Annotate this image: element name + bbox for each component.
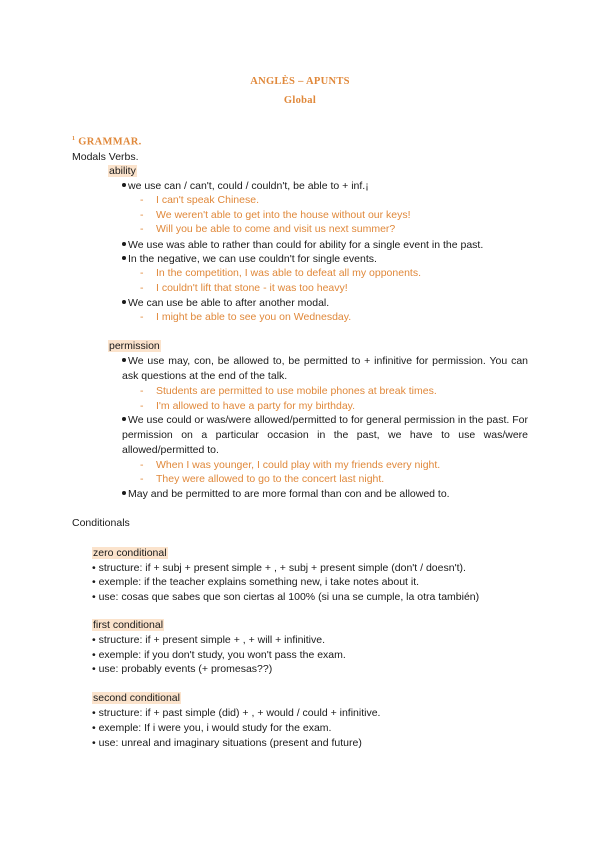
ability-example: - We weren't able to get into the house without our keys! <box>140 209 411 221</box>
permission-bullet-2: We use could or was/were allowed/permitted to for general permission in the past. For permission on a particular occasion in the past, we have to use was/were allowed/permitted to. <box>122 414 528 456</box>
ability-label: ability <box>109 165 136 177</box>
ability-bullet-1: we use can / can't, could / couldn't, be able to + inf.¡ <box>122 179 369 193</box>
page-subtitle: Global <box>283 95 317 106</box>
permission-example: - Students are permitted to use mobile phones at break times. <box>140 385 437 397</box>
conditionals-title: Conditionals <box>72 517 130 529</box>
permission-example: - They were allowed to go to the concert last night. <box>140 473 385 485</box>
ability-example: - Will you be able to come and visit us next summer? <box>140 223 396 235</box>
modals-title: Modals Verbs. <box>72 151 139 163</box>
ability-example: - I might be able to see you on Wednesday. <box>140 311 352 323</box>
second-conditional-line: • structure: if + past simple (did) + , + would / could + infinitive. <box>92 707 381 719</box>
permission-bullet-1: We use may, con, be allowed to, be permitted to + infinitive for permission. You can ask questions at the end of the talk. <box>122 355 528 382</box>
ability-bullet-2: We use was able to rather than could for ability for a single event in the past. <box>122 238 483 252</box>
permission-example: - When I was younger, I could play with my friends every night. <box>140 459 441 471</box>
ability-bullet-4: We can use be able to after another modal. <box>122 296 329 310</box>
zero-conditional-label: zero conditional <box>93 547 167 559</box>
page-title: ANGLÈS – APUNTS <box>250 76 350 87</box>
second-conditional-line: • exemple: If i were you, i would study for the exam. <box>92 722 332 734</box>
first-conditional-label: first conditional <box>93 619 164 631</box>
ability-example: - In the competition, I was able to defeat all my opponents. <box>140 267 421 279</box>
first-conditional-line: • structure: if + present simple + , + will + infinitive. <box>92 634 326 646</box>
first-conditional-line: • use: probably events (+ promesas??) <box>92 663 273 675</box>
ability-bullet-3: In the negative, we can use couldn't for single events. <box>122 252 377 266</box>
second-conditional-label: second conditional <box>93 692 180 704</box>
footnote-mark: 1 <box>72 136 76 142</box>
second-conditional-line: • use: unreal and imaginary situations (present and future) <box>92 737 362 749</box>
permission-label: permission <box>109 340 160 352</box>
grammar-heading-text: GRAMMAR. <box>78 136 142 148</box>
ability-example: - I couldn't lift that stone - it was too heavy! <box>140 282 348 294</box>
zero-conditional-line: • structure: if + subj + present simple + , + subj + present simple (don't / doesn't). <box>92 562 466 574</box>
first-conditional-line: • exemple: if you don't study, you won't pass the exam. <box>92 649 346 661</box>
permission-example: - I'm allowed to have a party for my birthday. <box>140 400 356 412</box>
permission-bullet-3: May and be permitted to are more formal than con and be allowed to. <box>122 487 450 501</box>
grammar-heading <box>72 132 142 150</box>
ability-example: - I can't speak Chinese. <box>140 194 259 206</box>
zero-conditional-line: • use: cosas que sabes que son ciertas al 100% (si una se cumple, la otra también) <box>92 591 480 603</box>
zero-conditional-line: • exemple: if the teacher explains something new, i take notes about it. <box>92 576 420 588</box>
